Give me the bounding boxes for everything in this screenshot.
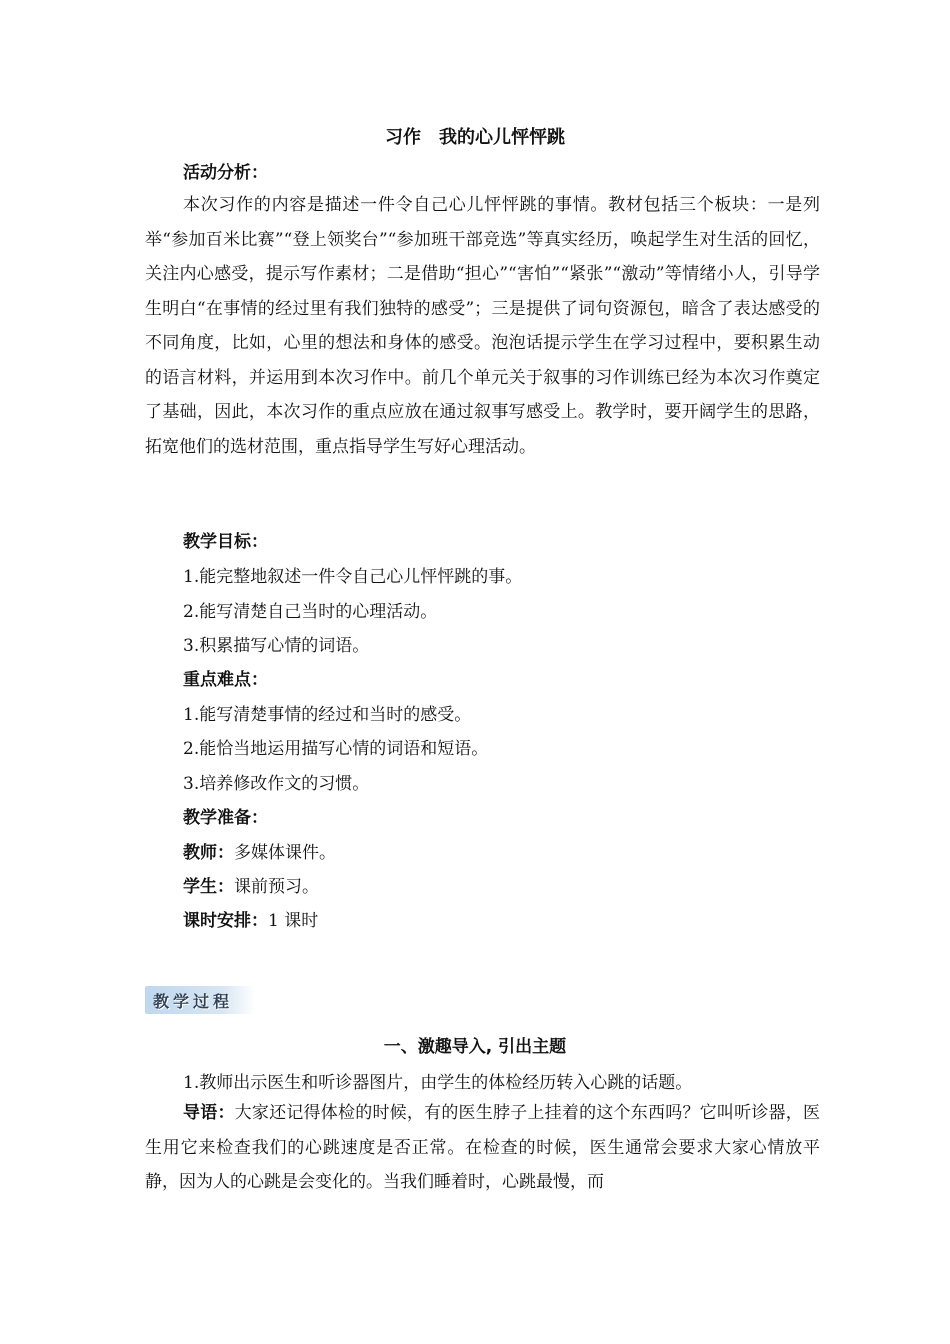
teaching-process-badge [145,986,255,1014]
page-title: 习作 我的心儿怦怦跳 [385,127,565,148]
teacher-value: 多媒体课件。 [234,843,336,863]
key-points-heading: 重点难点： [183,670,268,690]
teacher-preparation [183,841,336,865]
goal-item-2: 2.能写清楚自己当时的心理活动。 [183,602,438,622]
lead-text: 大家还记得体检的时候，有的医生脖子上挂着的这个东西吗？它叫听诊器，医生用它来检查我们的心跳速度是否正常。在检查的时候，医生通常会要求大家心情放平静，因为人的心跳是会变化的。当我们睡着时，心跳最慢，而 [145,1103,821,1192]
section-1-step-1: 1.教师出示医生和听诊器图片，由学生的体检经历转入心跳的话题。 [183,1073,693,1093]
section-1-lead-paragraph [145,1096,820,1200]
key-point-item-3: 3.培养修改作文的习惯。 [183,774,370,794]
teacher-label: 教师： [183,843,234,863]
schedule [183,909,318,933]
lead-label: 导语： [183,1103,235,1123]
schedule-value: 1 课时 [268,911,319,931]
student-preparation [183,875,319,899]
goal-item-1: 1.能完整地叙述一件令自己心儿怦怦跳的事。 [183,567,523,587]
key-point-item-1: 1.能写清楚事情的经过和当时的感受。 [183,705,472,725]
student-label: 学生： [183,877,234,897]
analysis-heading: 活动分析： [183,163,268,183]
goals-heading: 教学目标： [183,532,268,552]
goal-item-3: 3.积累描写心情的词语。 [183,636,370,656]
student-value: 课前预习。 [234,877,319,897]
schedule-label: 课时安排： [183,911,268,931]
key-point-item-2: 2.能恰当地运用描写心情的词语和短语。 [183,739,489,759]
analysis-paragraph: 本次习作的内容是描述一件令自己心儿怦怦跳的事情。教材包括三个板块：一是列举“参加百米比赛”“登上领奖台”“参加班干部竞选”等真实经历，唤起学生对生活的回忆，关注内心感受，提示写作素材；二是借助“担心”“害怕”“紧张”“激动”等情绪小人，引导学生明白“在事情的经过里有我们独特的感受”；三是提供了词句资源包，暗含了表达感受的不同角度，比如，心里的想法和身体的感受。泡泡话提示学生在学习过程中，要积累生动的语言材料，并运用到本次习作中。前几个单元关于叙事的习作训练已经为本次习作奠定了基础，因此，本次习作的重点应放在通过叙事写感受上。教学时，要开阔学生的思路，拓宽他们的选材范围，重点指导学生写好心理活动。 [145,195,820,457]
teaching-process-badge-text: 教学过程 [153,992,234,1011]
section-1-title: 一、激趣导入, 引出主题 [383,1037,567,1057]
preparation-heading: 教学准备： [183,808,268,828]
